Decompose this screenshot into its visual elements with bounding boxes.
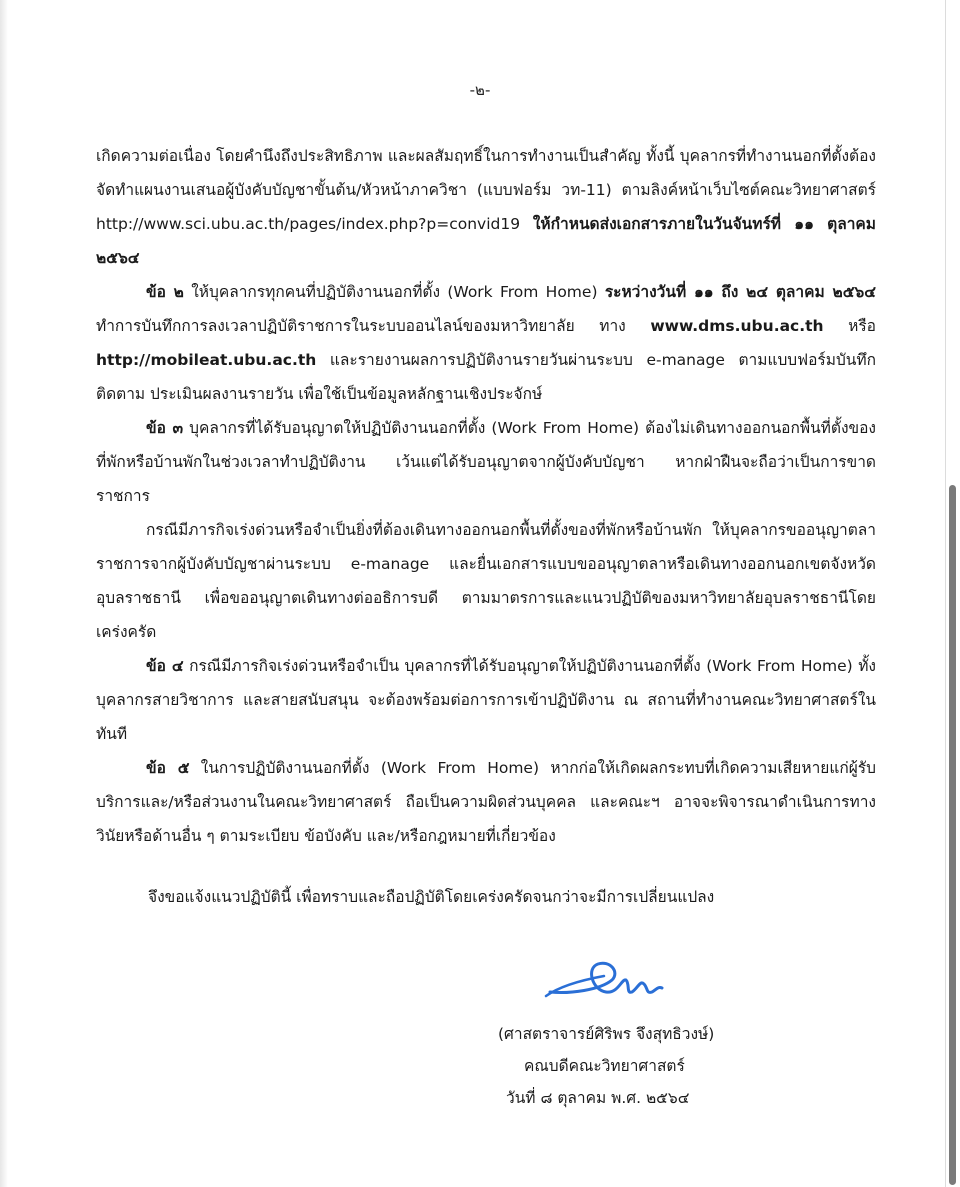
document-date: วันที่ ๘ ตุลาคม พ.ศ. ๒๕๖๔ bbox=[506, 1089, 690, 1107]
deadline-text: ให้กำหนดส่งเอกสารภายในวันจันทร์ที่ ๑๑ ตุลาคม ๒๕๖๔ bbox=[96, 215, 876, 267]
document-body bbox=[96, 139, 876, 853]
clause-2 bbox=[96, 275, 876, 411]
clause-3 bbox=[96, 411, 876, 513]
clause-text: บุคลากรที่ได้รับอนุญาตให้ปฏิบัติงานนอกที่ตั้ง (Work From Home) ต้องไม่เดินทางออกนอกพื้นที่ตั้งของที่พักหรือบ้านพักในช่วงเวลาทำปฏิบัติงาน เว้นแต่ได้รับอนุญาตจากผู้บังคับบัญชา หากฝ่าฝืนจะถือว่าเป็นการขาดราชการ bbox=[96, 419, 876, 505]
page-edge-shadow bbox=[0, 0, 8, 1187]
clause-5 bbox=[96, 751, 876, 853]
clause-text: หรือ bbox=[823, 317, 876, 335]
clause-text: และรายงานผลการปฏิบัติงานรายวันผ่านระบบ e-manage ตามแบบฟอร์มบันทึกติดตาม ประเมินผลงานรายวัน เพื่อใช้เป็นข้อมูลหลักฐานเชิงประจักษ์ bbox=[96, 351, 876, 403]
paragraph-text: เกิดความต่อเนื่อง โดยคำนึงถึงประสิทธิภาพ และผลสัมฤทธิ์ในการทำงานเป็นสำคัญ ทั้งนี้ บุคลากรที่ทำงานนอกที่ตั้งต้องจัดทำแผนงานเสนอผู้บังคับบัญชาขั้นต้น/หัวหน้าภาควิชา (แบบฟอร์ม วท-11) ตามลิงค์หน้าเว็บไซต์คณะวิทยาศาสตร์ http://www.sci.ubu.ac.th/pages/index.php?p=convid19 bbox=[96, 147, 876, 233]
paragraph-continuation bbox=[96, 139, 876, 275]
dms-link: www.dms.ubu.ac.th bbox=[650, 317, 824, 335]
clause-label: ข้อ ๒ bbox=[146, 283, 184, 301]
signatory-position: คณบดีคณะวิทยาศาสตร์ bbox=[524, 1057, 685, 1075]
clause-label: ข้อ ๕ bbox=[146, 759, 190, 777]
clause-text: กรณีมีภารกิจเร่งด่วนหรือจำเป็น บุคลากรที่ได้รับอนุญาตให้ปฏิบัติงานนอกที่ตั้ง (Work From Home) ทั้งบุคลากรสายวิชาการ และสายสนับสนุน จะต้องพร้อมต่อการการเข้าปฏิบัติงาน ณ สถานที่ทำงานคณะวิทยาศาสตร์ในทันที bbox=[96, 657, 876, 743]
clause-text: ทำการบันทึกการลงเวลาปฏิบัติราชการในระบบออนไลน์ของมหาวิทยาลัย ทาง bbox=[96, 317, 651, 335]
clause-period: ระหว่างวันที่ ๑๑ ถึง ๒๔ ตุลาคม ๒๕๖๔ bbox=[604, 283, 876, 301]
closing-statement: จึงขอแจ้งแนวปฏิบัตินี้ เพื่อทราบและถือปฏิบัติโดยเคร่งครัดจนกว่าจะมีการเปลี่ยนแปลง bbox=[148, 888, 715, 906]
vertical-scrollbar[interactable] bbox=[945, 0, 960, 1187]
signatory-name: (ศาสตราจารย์ศิริพร จึงสุทธิวงษ์) bbox=[498, 1025, 715, 1043]
signature-block bbox=[440, 1018, 740, 1114]
signature-stroke bbox=[550, 963, 662, 992]
clause-label: ข้อ ๓ bbox=[146, 419, 184, 437]
mobileat-link: http://mobileat.ubu.ac.th bbox=[96, 351, 317, 369]
page-number: -๒- bbox=[469, 81, 491, 99]
clause-label: ข้อ ๔ bbox=[146, 657, 184, 675]
clause-text: ในการปฏิบัติงานนอกที่ตั้ง (Work From Home) หากก่อให้เกิดผลกระทบที่เกิดความเสียหายแก่ผู้รับบริการและ/หรือส่วนงานในคณะวิทยาศาสตร์ ถือเป็นความผิดส่วนบุคคล และคณะฯ อาจจะพิจารณาดำเนินการทางวินัยหรือด้านอื่น ๆ ตามระเบียบ ข้อบังคับ และ/หรือกฎหมายที่เกี่ยวข้อง bbox=[96, 759, 876, 845]
scrollbar-thumb[interactable] bbox=[949, 485, 956, 1185]
clause-4 bbox=[96, 649, 876, 751]
clause-text: ให้บุคลากรทุกคนที่ปฏิบัติงานนอกที่ตั้ง (Work From Home) bbox=[183, 283, 605, 301]
signature-image bbox=[540, 950, 670, 1010]
clause-3-note: กรณีมีภารกิจเร่งด่วนหรือจำเป็นยิ่งที่ต้องเดินทางออกนอกพื้นที่ตั้งของที่พักหรือบ้านพัก ให้บุคลากรขออนุญาตลาราชการจากผู้บังคับบัญชาผ่านระบบ e-manage และยื่นเอกสารแบบขออนุญาตลาหรือเดินทางออกนอกเขตจังหวัดอุบลราชธานี เพื่อขออนุญาตเดินทางต่ออธิการบดี ตามมาตรการและแนวปฏิบัติของมหาวิทยาลัยอุบลราชธานีโดยเคร่งครัด bbox=[96, 521, 876, 641]
